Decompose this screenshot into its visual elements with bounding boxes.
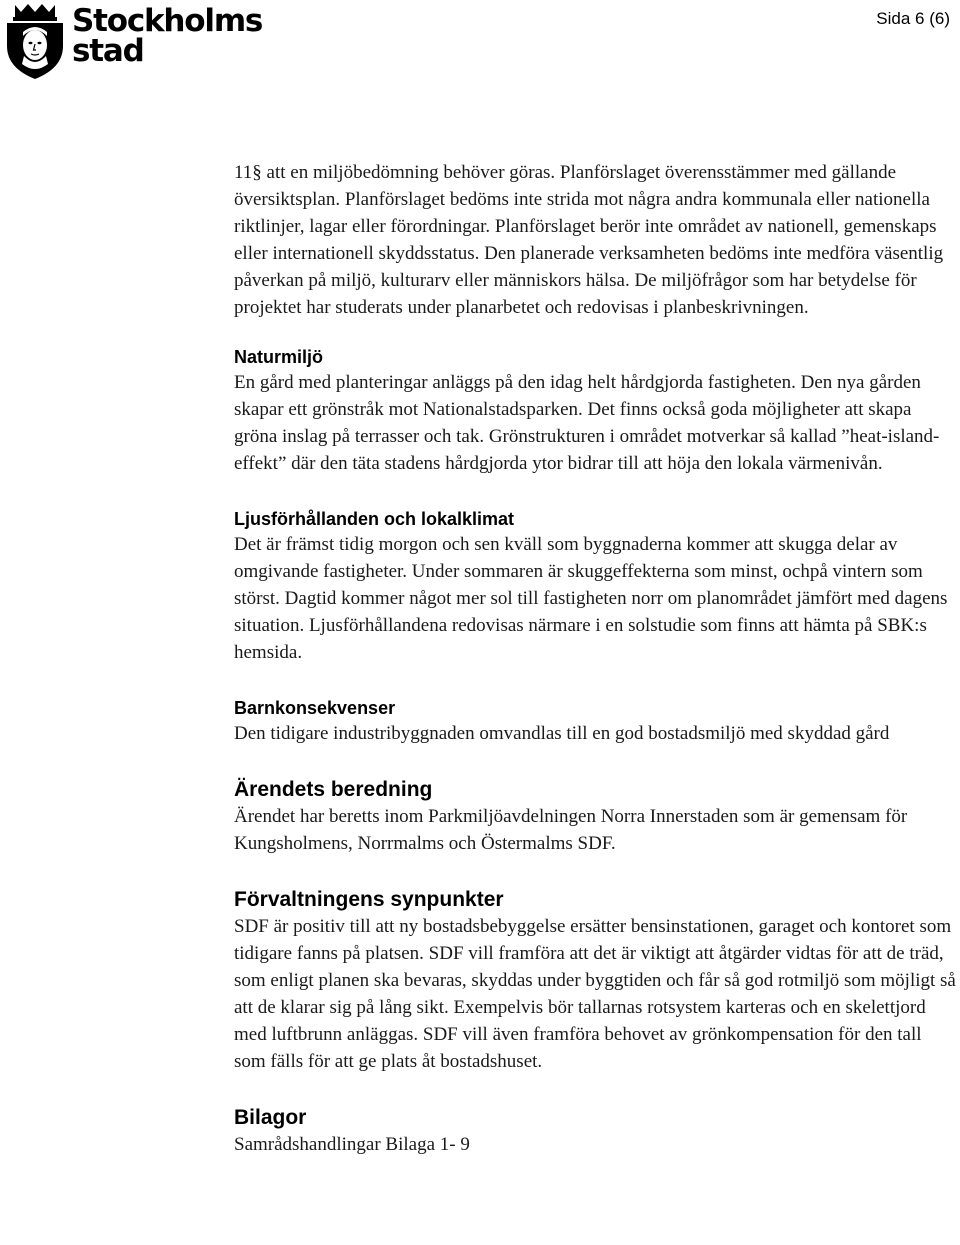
intro-paragraph: 11§ att en miljöbedömning behöver göras. Planförslaget överensstämmer med gällande översiktsplan. Planförslaget bedöms inte strida mot några andra kommunala eller nationella riktlinjer, lagar eller förordningar. Planförslaget berör inte området av nationell, gemenskaps eller internationell skyddsstatus. Den planerade verksamheten bedöms inte medföra väsentlig påverkan på miljö, kulturarv eller människors hälsa. De miljöfrågor som har betydelse för projektet har studerats under planarbetet och redovisas i planbeskrivningen. <box>234 162 944 318</box>
logo-text-line1: Stockholms <box>72 3 263 39</box>
bilagor-heading: Bilagor <box>234 1106 307 1129</box>
forvaltning-text: SDF är positiv till att ny bostadsbebyggelse ersätter bensinstationen, garaget och kontoret som tidigare fanns på platsen. SDF vill framföra att det är viktigt att åtgärder vidtas för att de träd, som enligt planen ska bevaras, skyddas under byggtiden och får så god rotmiljö som möjligt så att de klarar sig på lång sikt. Exempelvis bör tallarnas rotsystem karteras och en skelettjord med luftbrunn anläggas. SDF vill även framföra behovet av grönkompensation för den tall som fälls för att ge plats åt bostadshuset. <box>234 916 956 1072</box>
naturmiljo-text: En gård med planteringar anläggs på den idag helt hårdgjorda fastigheten. Den nya gården skapar ett grönstråk mot Nationalstadsparken. Det finns också goda möjligheter att skapa gröna inslag på terrasser och tak. Grönstrukturen i området motverkar så kallad ”heat-island-effekt” där den täta stadens hårdgjorda ytor bidrar till att höja den lokala värmenivån. <box>234 372 940 474</box>
ljus-text: Det är främst tidig morgon och sen kväll som byggnaderna kommer att skugga delar av omgivande fastigheter. Under sommaren är skuggeffekterna som minst, ochpå vintern som störst. Dagtid kommer något mer sol till fastigheten norr om planområdet jämfört med dagens situation. Ljusförhållandena redovisas närmare i en solstudie som finns att hämta på SBK:s hemsida. <box>234 534 948 663</box>
arendets-heading: Ärendets beredning <box>234 778 433 801</box>
logo-wordmark <box>72 3 263 69</box>
bilagor-text: Samrådshandlingar Bilaga 1- 9 <box>234 1134 470 1155</box>
stockholms-stad-logo <box>4 2 263 82</box>
logo-text-line2: stad <box>72 33 144 69</box>
barn-text: Den tidigare industribyggnaden omvandlas till en god bostadsmiljö med skyddad gård <box>234 723 890 744</box>
naturmiljo-heading: Naturmiljö <box>234 347 324 367</box>
document-body <box>234 159 956 1158</box>
page-number: Sida 6 (6) <box>876 9 950 28</box>
arendets-text: Ärendet har beretts inom Parkmiljöavdelningen Norra Innerstaden som är gemensam för Kungsholmens, Norrmalms och Östermalms SDF. <box>234 806 908 854</box>
ljus-heading: Ljusförhållanden och lokalklimat <box>234 509 515 529</box>
forvaltning-heading: Förvaltningens synpunkter <box>234 888 504 911</box>
stockholm-crown-shield-icon <box>4 2 66 80</box>
barn-heading: Barnkonsekvenser <box>234 698 396 718</box>
